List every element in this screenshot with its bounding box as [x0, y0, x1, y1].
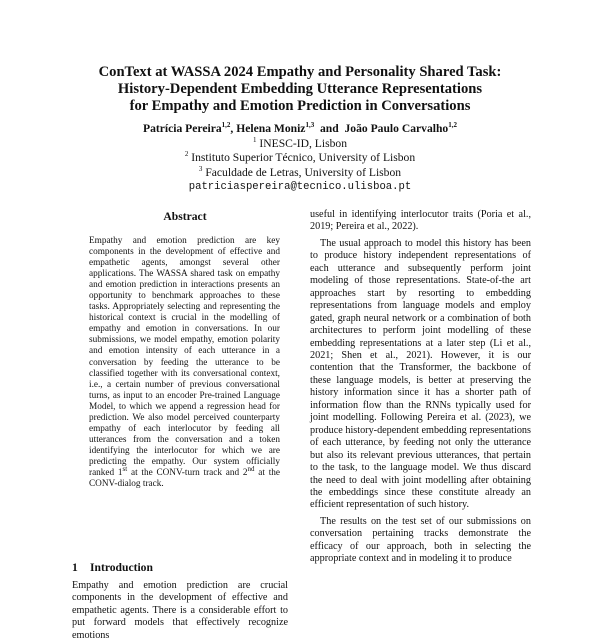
- author-block: [60, 122, 540, 195]
- author-separator: ,: [230, 122, 237, 135]
- title-line-3: for Empathy and Emotion Prediction in Conversations: [129, 98, 471, 114]
- section-heading-introduction: [72, 561, 153, 574]
- left-column: [85, 210, 285, 490]
- author-3-affiliation-marks: 1,2: [448, 121, 457, 130]
- right-paragraph-history: The usual approach to model this history has been to produce history independent representations of each utterance and subsequently perform joint modeling of those representations. State-of-the art approaches start by resorting to embedding representations from language models and employ gated, graph neural network or a combination of both architectures to perform joint modelling of these embedding representations at a later step (Li et al., 2021; Shen et al., 2021). However, it is our contention that the Transformer, the backbone of these language models, is better at preserving the history information since it has a shorter path of information flow than the RNNs typically used for joint modelling. Following Pereira et al. (2023), we produce history-dependent embedding representations of each utterance, by feeding not only the utterance but also its relevant previous utterances, that pertain to the task, to the language model. We thus discard the need to deal with joint modelling after obtaining the embeddings since these constitute already an efficient representation of such history.: [310, 237, 531, 511]
- abstract-text: [89, 236, 280, 490]
- title-line-2: History-Dependent Embedding Utterance Representations: [117, 81, 483, 97]
- affiliation-1-mark: 1: [253, 135, 257, 144]
- right-column: [310, 209, 531, 566]
- affiliation-3-text: Faculdade de Letras, University of Lisbon: [205, 165, 402, 179]
- author-3: João Paulo Carvalho: [344, 122, 449, 135]
- abstract-ordinal-1: st: [122, 464, 128, 473]
- affiliation-2-mark: 2: [184, 150, 189, 159]
- section-title: Introduction: [90, 561, 153, 574]
- title-line-1: ConText at WASSA 2024 Empathy and Personality Shared Task:: [98, 64, 502, 80]
- right-paragraph-continued: useful in identifying interlocutor traits (Poria et al., 2019; Pereira et al., 2022).: [310, 209, 531, 233]
- author-2: Helena Moniz: [236, 122, 306, 135]
- right-paragraph-results: The results on the test set of our submissions on conversation pertaining tracks demonstrate the efficacy of our approach, both in selecting the appropriate context and in modeling it to produce: [310, 515, 531, 565]
- contact-email[interactable]: patriciaspereira@tecnico.ulisboa.pt: [188, 181, 412, 193]
- affiliation-2: [60, 151, 540, 166]
- abstract-text-part-1: Empathy and emotion prediction are key components in the development of effective and empathetic agents, amongst several other applications. The WASSA shared task on empathy and emotion prediction in interactions presents an opportunity to benchmark approaches to these tasks. Appropriately selecting and representing the historical context is crucial in the modelling of empathy and emotion in conversations. In our submissions, we model empathy, emotion polarity and emotion intensity of each utterance in a conversation by feeding the utterance to be classified together with its conversational context, i.e., a certain number of previous conversational turns, as input to an encoder Pre-trained Language Model, to which we append a regression head for prediction. We also model perceived counterparty empathy of each interlocutor by feeding all utterances from the conversation and a token identifying the interlocutor for which we are predicting the empathy. Our system officially ranked 1: [89, 236, 280, 478]
- affiliation-1: [60, 137, 540, 152]
- affiliation-3-mark: 3: [198, 164, 203, 173]
- affiliation-2-text: Instituto Superior Técnico, University of Lisbon: [191, 151, 416, 164]
- affiliation-1-text: INESC-ID, Lisbon: [259, 136, 347, 150]
- author-1: Patrícia Pereira: [143, 122, 222, 135]
- abstract-text-part-3: at the CONV-dialog track.: [89, 467, 280, 490]
- section-number: 1: [72, 561, 78, 574]
- abstract-heading: Abstract: [163, 210, 207, 223]
- abstract-text-part-2: at the CONV-turn track and 2: [127, 467, 248, 478]
- author-2-affiliation-marks: 1,3: [305, 121, 315, 130]
- abstract-ordinal-2: nd: [247, 464, 255, 473]
- paper-title: [60, 64, 540, 115]
- author-names: [60, 122, 540, 137]
- introduction-text: Empathy and emotion prediction are crucial components in the development of effective and empathetic agents. There is a considerable effort to put forward models that effectively recognize emotions: [72, 580, 288, 641]
- author-1-affiliation-marks: 1,2: [221, 121, 231, 130]
- author-separator-and: and: [314, 122, 345, 135]
- affiliation-3: [60, 166, 540, 181]
